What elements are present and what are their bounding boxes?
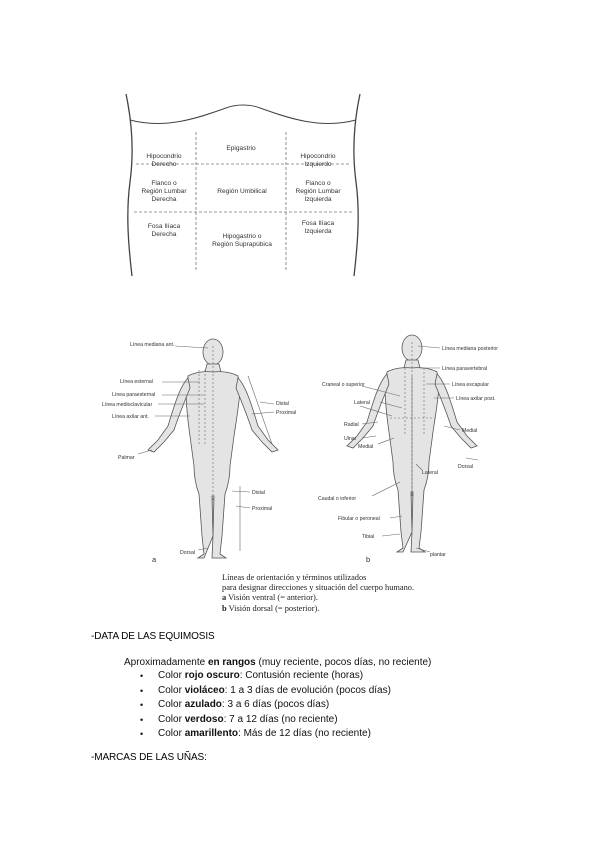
item-pre: Color (158, 670, 185, 681)
item-bold: verdoso (184, 713, 224, 725)
bullet: • (140, 685, 144, 696)
caption-a-label: a (222, 593, 227, 603)
posterior-label: Tibial (362, 534, 375, 540)
posterior-label: Línea axilar post. (456, 396, 496, 402)
bullet: • (140, 714, 144, 725)
item-bold: violáceo (184, 684, 225, 696)
abdomen-regions-diagram (118, 92, 368, 278)
posterior-label: Fibular o peroneal (338, 516, 380, 522)
caption-line: Líneas de orientación y términos utilizados (222, 573, 367, 582)
intro-post: (muy reciente, pocos días, no reciente) (255, 657, 432, 668)
anterior-label: Línea mediana ant. (130, 342, 175, 348)
intro-pre: Aproximadamente (124, 657, 208, 668)
bullet: • (140, 700, 144, 711)
section-heading-marcas-unas: -MARCAS DE LAS UÑAS: (91, 752, 207, 763)
region-label: Región Umbilical (217, 188, 267, 195)
item-bold: azulado (184, 699, 222, 711)
anterior-label: Distal (252, 490, 265, 496)
caption-line (222, 604, 462, 614)
anterior-label: Línea medioclavicular (102, 402, 153, 408)
posterior-label: Línea escapular (452, 382, 489, 388)
panel-a-label: a (152, 555, 157, 564)
section-heading-equimosis: -DATA DE LAS EQUIMOSIS (91, 631, 215, 642)
anterior-label: Distal (276, 401, 289, 407)
anterior-label: Proximal (276, 410, 297, 416)
anterior-label: Línea esternal (120, 379, 153, 385)
intro-text (124, 657, 431, 668)
anterior-label: Línea paraesternal (112, 392, 156, 398)
item-pre: Color (158, 713, 185, 725)
figure-caption (222, 573, 462, 614)
caption-b-text: Visión dorsal (= posterior). (228, 603, 320, 613)
item-pre: Color (158, 728, 185, 740)
item-post: : 1 a 3 días de evolución (pocos días) (224, 684, 391, 696)
posterior-label: Medial (462, 428, 478, 434)
caption-a-text: Visión ventral (= anterior). (228, 593, 318, 603)
posterior-label: Lateral (354, 400, 370, 406)
anterior-label: Palmar (118, 455, 135, 461)
body-orientation-diagram (100, 326, 498, 574)
region-label: Flanco o Región Lumbar Derecha (141, 180, 187, 203)
caption-b-label: b (222, 603, 227, 613)
item-bold: rojo oscuro (184, 670, 240, 681)
region-label: Hipocondrio Derecho (146, 153, 182, 168)
posterior-label: Medial (358, 444, 374, 450)
panel-b-label: b (366, 555, 371, 564)
posterior-label: Ulnar (344, 436, 357, 442)
bullet: • (140, 671, 144, 681)
list-item (140, 713, 391, 728)
posterior-label: Línea mediana posterior (442, 346, 498, 352)
bullet: • (140, 729, 144, 740)
anterior-label: Línea axilar ant. (112, 414, 149, 420)
intro-bold: en rangos (207, 657, 256, 668)
posterior-label: Línea paravertebral (442, 366, 487, 372)
list-item (140, 684, 391, 699)
anterior-label: Dorsal (180, 550, 195, 556)
anterior-label: Proximal (252, 506, 273, 512)
region-label: Flanco o Región Lumbar Izquierda (295, 180, 341, 203)
region-label: Hipocondrio Izquierdo (300, 153, 336, 168)
item-post: : 7 a 12 días (no reciente) (223, 713, 338, 725)
posterior-label: Dorsal (458, 464, 473, 470)
item-post: : Contusión reciente (horas) (239, 670, 364, 681)
item-post: : Más de 12 días (no reciente) (238, 728, 371, 740)
item-pre: Color (158, 699, 185, 711)
item-post: : 3 a 6 días (pocos días) (221, 699, 330, 711)
posterior-label: Craneal o superior (322, 382, 365, 388)
posterior-label: plantar (430, 552, 446, 558)
region-label: Fosa Ilíaca Derecha (147, 223, 181, 238)
item-bold: amarillento (184, 728, 239, 740)
region-label: Epigastrio (226, 145, 256, 152)
posterior-label: Lateral (422, 470, 438, 476)
item-pre: Color (158, 684, 185, 696)
list-item (140, 698, 391, 713)
posterior-label: Caudal o inferior (318, 496, 357, 502)
region-label: Hipogastrio o Región Suprapúbica (212, 233, 272, 248)
list-item (140, 669, 391, 684)
region-label: Fosa Ilíaca Izquierda (301, 220, 335, 235)
list-item (140, 727, 391, 742)
caption-line: para designar direcciones y situación del cuerpo humano. (222, 583, 415, 593)
bruise-color-list (140, 669, 391, 742)
posterior-label: Radial (344, 422, 359, 428)
caption-line (222, 593, 462, 603)
